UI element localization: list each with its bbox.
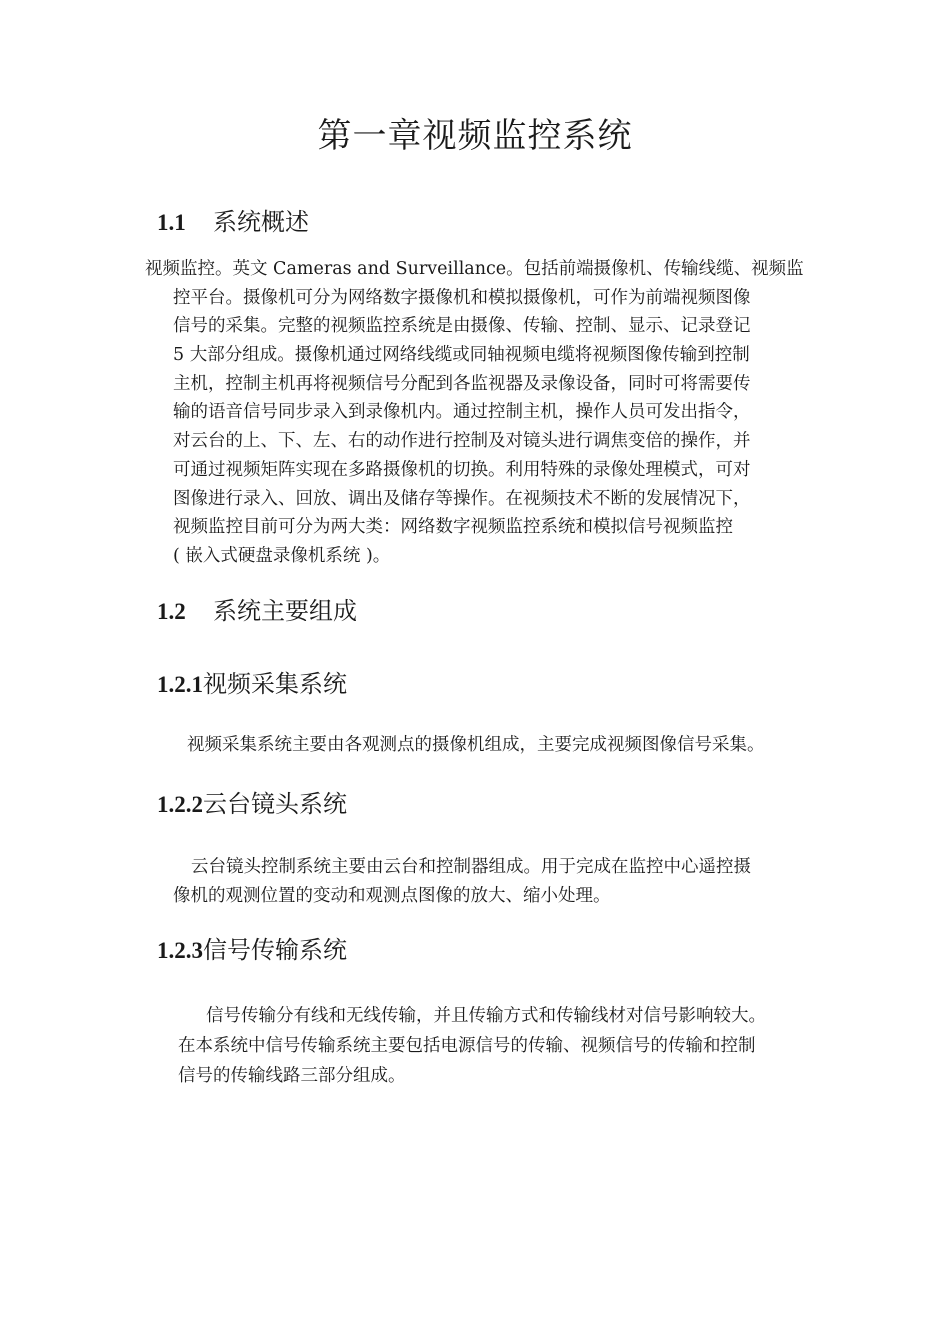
paragraph-line: 可通过视频矩阵实现在多路摄像机的切换。利用特殊的录像处理模式，可对	[173, 459, 751, 480]
paragraph-line: 信号的传输线路三部分组成。	[178, 1066, 406, 1086]
subsection-heading-1-2-3	[157, 930, 347, 965]
subsection-number: 1.2.1	[157, 672, 203, 697]
paragraph-line: 视频监控。英文 Cameras and Surveillance。包括前端摄像机、传输线缆、视频监	[145, 259, 804, 279]
ptz-lens-paragraph	[173, 853, 751, 910]
section-number: 1.1	[157, 210, 186, 235]
chapter-title: 第一章视频监控系统	[317, 116, 633, 156]
section-heading-1-2	[157, 591, 357, 626]
paragraph-line: ( 嵌入式硬盘录像机系统 )。	[173, 545, 391, 566]
paragraph-line: 像机的观测位置的变动和观测点图像的放大、缩小处理。	[173, 885, 611, 906]
overview-paragraph	[145, 255, 804, 571]
paragraph-line: 在本系统中信号传输系统主要包括电源信号的传输、视频信号的传输和控制	[178, 1036, 756, 1056]
subsection-title: 信号传输系统	[203, 936, 347, 964]
section-number: 1.2	[157, 599, 186, 624]
subsection-heading-1-2-1	[157, 664, 347, 699]
subsection-title: 视频采集系统	[203, 670, 347, 698]
subsection-heading-1-2-2	[157, 784, 347, 819]
signal-transmission-paragraph	[178, 1001, 766, 1091]
section-title: 系统概述	[213, 208, 309, 236]
subsection-number: 1.2.2	[157, 792, 203, 817]
paragraph-line: 5 大部分组成。摄像机通过网络线缆或同轴视频电缆将视频图像传输到控制	[173, 345, 750, 366]
paragraph-line: 对云台的上、下、左、右的动作进行控制及对镜头进行调焦变倍的操作，并	[173, 431, 751, 452]
paragraph-line: 图像进行录入、回放、调出及储存等操作。在视频技术不断的发展情况下，	[173, 488, 751, 509]
paragraph-line: 视频监控目前可分为两大类：网络数字视频监控系统和模拟信号视频监控	[173, 517, 733, 538]
video-capture-paragraph	[187, 731, 765, 760]
section-heading-1-1	[157, 202, 309, 237]
paragraph-line: 控平台。摄像机可分为网络数字摄像机和模拟摄像机，可作为前端视频图像	[173, 287, 751, 308]
paragraph-line: 输的语音信号同步录入到录像机内。通过控制主机，操作人员可发出指令，	[173, 402, 751, 423]
paragraph-line: 主机，控制主机再将视频信号分配到各监视器及录像设备，同时可将需要传	[173, 373, 751, 394]
paragraph-line: 信号的采集。完整的视频监控系统是由摄像、传输、控制、显示、记录登记	[173, 316, 751, 337]
paragraph-line: 信号传输分有线和无线传输，并且传输方式和传输线材对信号影响较大。	[206, 1006, 766, 1026]
paragraph-line: 云台镜头控制系统主要由云台和控制器组成。用于完成在监控中心遥控摄	[191, 857, 751, 877]
subsection-number: 1.2.3	[157, 938, 203, 963]
paragraph-line: 视频采集系统主要由各观测点的摄像机组成，主要完成视频图像信号采集。	[187, 735, 765, 755]
subsection-title: 云台镜头系统	[203, 790, 347, 818]
section-title: 系统主要组成	[213, 597, 357, 625]
